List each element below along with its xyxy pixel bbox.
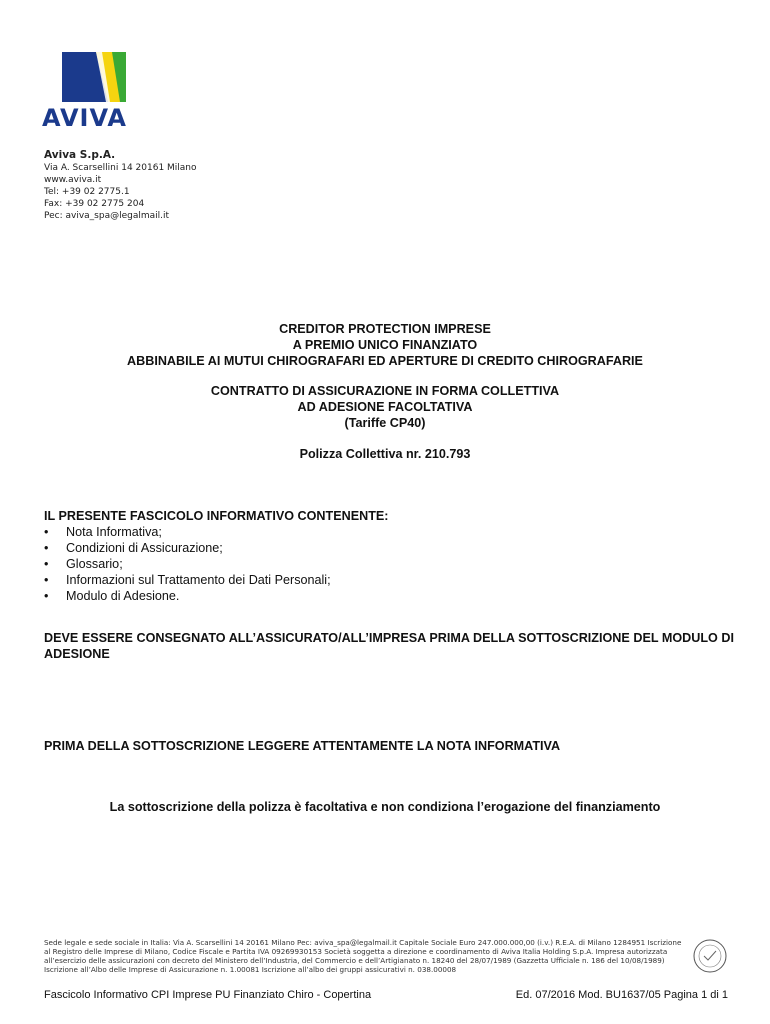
company-info [44, 148, 197, 222]
phone-line: Tel: +39 02 2775.1 [44, 187, 130, 197]
tariff-line: (Tariffe CP40) [344, 416, 426, 430]
address-line: Via A. Scarsellini 14 20161 Milano [44, 163, 197, 173]
contract-line: CONTRATTO DI ASSICURAZIONE IN FORMA COLLETTIVA [210, 384, 560, 398]
list-item: • Informazioni sul Trattamento dei Dati Personali; [44, 572, 388, 588]
delivery-notice: DEVE ESSERE CONSEGNATO ALL’ASSICURATO/ALL’IMPRESA PRIMA DELLA SOTTOSCRIZIONE DEL MODULO DI ADESIONE [44, 631, 734, 661]
aviva-logo-wordmark: AVIVA [42, 104, 127, 132]
list-item: • Condizioni di Assicurazione; [44, 540, 388, 556]
contents-list [44, 508, 388, 604]
website-link[interactable]: www.aviva.it [44, 175, 102, 185]
contract-line: AD ADESIONE FACOLTATIVA [297, 400, 473, 414]
document-title [0, 321, 770, 369]
list-item: • Nota Informativa; [44, 524, 388, 540]
footer-edition: Ed. 07/2016 Mod. BU1637/05 Pagina 1 di 1 [515, 989, 728, 1001]
aviva-seal-icon [692, 938, 728, 974]
contract-type [0, 383, 770, 431]
optional-notice: La sottoscrizione della polizza è facoltativa e non condiziona l’erogazione del finanziamento [109, 800, 661, 814]
legal-text: Sede legale e sede sociale in Italia: Via A. Scarsellini 14 20161 Milano Pec: aviva_spa@legalmail.it Capitale Sociale Euro 247.000.000,00 (i.v.) R.E.A. di Milano 1284951 Iscrizione al Registro delle Imprese di Milano, Codice Fiscale e Partita IVA 09269930153 Società soggetta a direzione e coordinamento di Aviva Italia Holding S.p.A. Impresa autorizzata all’esercizio delle assicurazioni con decreto del Ministero dell’Industria, del Commercio e dell’Artigianato n. 18240 del 28/07/1989 (Gazzetta Ufficiale n. 186 del 10/08/1989) Iscrizione all’Albo delle Imprese di Assicurazione n. 1.00081 Iscrizione all’albo dei gruppi assicurativi n. 038.00008 [44, 938, 682, 974]
title-line: ABBINABILE AI MUTUI CHIROGRAFARI ED APERTURE DI CREDITO CHIROGRAFARIE [127, 354, 643, 368]
company-name: Aviva S.p.A. [44, 149, 116, 161]
fax-line: Fax: +39 02 2775 204 [44, 199, 145, 209]
footer-document-name: Fascicolo Informativo CPI Imprese PU Finanziato Chiro - Copertina [44, 989, 372, 1001]
pec-line: Pec: aviva_spa@legalmail.it [44, 211, 170, 221]
title-line: A PREMIO UNICO FINANZIATO [292, 338, 478, 352]
list-item: • Glossario; [44, 556, 388, 572]
read-notice: PRIMA DELLA SOTTOSCRIZIONE LEGGERE ATTENTAMENTE LA NOTA INFORMATIVA [44, 739, 561, 753]
aviva-logo-icon [62, 52, 126, 102]
list-item: • Modulo di Adesione. [44, 588, 388, 604]
policy-number: Polizza Collettiva nr. 210.793 [299, 447, 471, 461]
title-line: CREDITOR PROTECTION IMPRESE [279, 322, 491, 336]
contents-heading: IL PRESENTE FASCICOLO INFORMATIVO CONTENENTE: [44, 509, 389, 523]
